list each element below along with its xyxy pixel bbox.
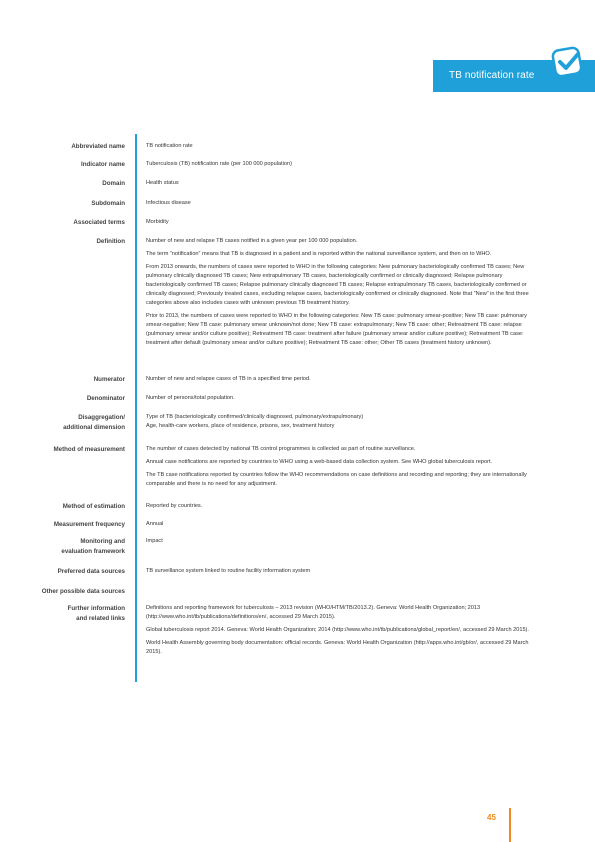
- row-label: [5, 537, 125, 556]
- row-value-paragraph: Infectious disease: [146, 200, 191, 206]
- row-label: [5, 520, 125, 530]
- row-label-line: Denominator: [86, 395, 125, 402]
- row-label: [5, 604, 125, 623]
- row-label-line: and related links: [76, 614, 125, 622]
- row-value-paragraph: Health status: [146, 180, 179, 186]
- row-value-paragraph: Impact: [146, 538, 163, 544]
- row-value-paragraph: Global tuberculosis report 2014. Geneva: World Health Organization; 2014 (http://www.who.int/tb/publications/global_report/en/, accessed 29 March 2015).: [146, 627, 529, 633]
- row-value: [146, 142, 536, 151]
- page-title: TB notification rate: [449, 70, 535, 81]
- row-label-line: Indicator name: [80, 161, 125, 168]
- row-label-line: additional dimension: [63, 423, 125, 431]
- row-value-paragraph: TB surveillance system linked to routine facility information system: [146, 568, 311, 574]
- section-divider-line: [135, 134, 137, 682]
- row-value: [146, 537, 536, 546]
- row-label-line: Domain: [102, 180, 125, 187]
- row-value: [146, 502, 536, 511]
- row-value-paragraph: Number of persons/total population.: [146, 395, 235, 401]
- row-value-paragraph: Tuberculosis (TB) notification rate (per 100 000 population): [146, 161, 292, 167]
- row-label-line: Abbreviated name: [71, 143, 125, 150]
- row-value-paragraph: World Health Assembly governing body documentation: official records. Geneva: World Health Organization (http://apps.who.int/gb/or/, accessed 29 March 2015).: [146, 640, 529, 655]
- row-label-line: Further information: [67, 605, 125, 612]
- row-value-paragraph: Prior to 2013, the numbers of cases were reported to WHO in the following categories: New TB case: pulmonary smear-positive; New TB case: pulmonary smear-negative; New TB case: pulmonary smear unknown/not done; New TB case: extrapulmonary; New TB case: other; Retreatment TB case: relapse (pulmonary smear and/or culture positive); Retreatment TB case: treatment after failure (pulmonary smear and/or culture positive); Retreatment TB case: treatment after default (pulmonary smear and/or culture positive); Retreatment TB case: other; Other TB cases (treatment history unknown).: [146, 313, 527, 346]
- row-value-paragraph: The TB case notifications reported by countries follow the WHO recommendations on case definitions and recording and reporting; they are internationally comparable and there is no need for any adjustment.: [146, 472, 527, 487]
- row-label: [5, 179, 125, 189]
- row-value-paragraph: Number of new and relapse TB cases notified in a given year per 100 000 population.: [146, 238, 358, 244]
- row-label: [5, 502, 125, 512]
- row-label-line: Monitoring and: [80, 538, 125, 545]
- row-value-paragraph: Definitions and reporting framework for tuberculosis – 2013 revision (WHO/HTM/TB/2013.2). Geneva: World Health Organization; 2013 (http://www.who.int/tb/publications/definitions/en/, accessed 29 March 2015).: [146, 605, 481, 620]
- row-value-paragraph: Annual: [146, 521, 164, 527]
- row-value: [146, 179, 536, 188]
- page-number: 45: [487, 813, 496, 822]
- row-value: [146, 394, 536, 403]
- row-value: [146, 237, 536, 348]
- row-value-paragraph: Number of new and relapse cases of TB in a specified time period.: [146, 376, 311, 382]
- row-value-paragraph: Morbidity: [146, 219, 169, 225]
- row-value-paragraph: Annual case notifications are reported by countries to WHO using a web-based data collection system. See WHO global tuberculosis report.: [146, 459, 493, 465]
- row-value-paragraph: Reported by countries.: [146, 503, 203, 509]
- row-value-paragraph: The number of cases detected by national TB control programmes is collected as part of routine surveillance.: [146, 446, 416, 452]
- row-value: [146, 445, 536, 489]
- row-label-line: evaluation framework: [61, 547, 125, 555]
- row-label: [5, 413, 125, 432]
- row-value: [146, 520, 536, 529]
- row-label: [5, 567, 125, 577]
- row-value: [146, 160, 536, 169]
- row-label-line: Definition: [96, 238, 125, 245]
- row-label: [5, 394, 125, 404]
- row-label: [5, 199, 125, 209]
- row-value: [146, 199, 536, 208]
- row-label-line: Numerator: [93, 376, 125, 383]
- row-label: [5, 587, 125, 597]
- row-label: [5, 445, 125, 455]
- row-label: [5, 218, 125, 228]
- row-label-line: Measurement frequency: [53, 521, 125, 528]
- row-value: [146, 218, 536, 227]
- row-label-line: Associated terms: [73, 219, 125, 226]
- row-label: [5, 375, 125, 385]
- row-value: [146, 413, 536, 431]
- row-value: [146, 567, 536, 576]
- row-label: [5, 237, 125, 247]
- row-value-paragraph: TB notification rate: [146, 143, 193, 149]
- row-label-line: Other possible data sources: [41, 588, 125, 595]
- row-value-paragraph: Type of TB (bacteriologically confirmed/clinically diagnosed, pulmonary/extrapulmonary) Age, health-care workers, place of residence, prisons, sex, treatment history: [146, 414, 364, 429]
- row-label-line: Method of measurement: [53, 446, 125, 453]
- row-value: [146, 604, 536, 657]
- checkmark-icon: [551, 45, 585, 79]
- row-label: [5, 160, 125, 170]
- row-label-line: Subdomain: [91, 200, 125, 207]
- row-label-line: Disaggregation/: [78, 414, 125, 421]
- page-number-accent-bar: [509, 808, 511, 842]
- row-value-paragraph: The term “notification” means that TB is diagnosed in a patient and is reported within the national surveillance system, and then on to WHO.: [146, 251, 492, 257]
- row-value-paragraph: From 2013 onwards, the numbers of cases were reported to WHO in the following categories: New pulmonary bacteriologically confirmed TB cases; New pulmonary clinically diagnosed TB cases; New extrapulmonary TB cases, bacteriologically confirmed or clinically diagnosed; Relapse pulmonary bacteriologically confirmed TB cases; Relapse pulmonary clinically diagnosed TB cases; Relapse extrapulmonary TB cases, bacteriologically confirmed or clinically diagnosed; Previously treated cases, excluding relapse cases, bacteriologically confirmed or clinically diagnosed. Note that “New” in the first three categories above also includes cases with unknown previous TB treatment history.: [146, 264, 529, 306]
- row-label: [5, 142, 125, 152]
- row-label-line: Method of estimation: [62, 503, 125, 510]
- row-label-line: Preferred data sources: [57, 568, 125, 575]
- row-value: [146, 375, 536, 384]
